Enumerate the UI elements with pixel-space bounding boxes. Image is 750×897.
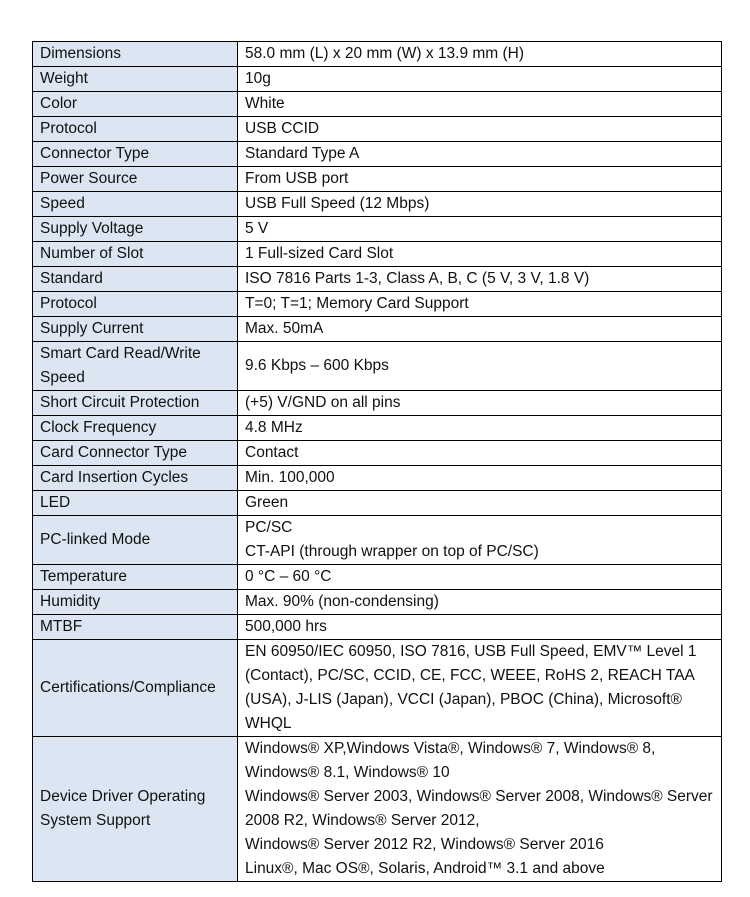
spec-value — [238, 391, 722, 416]
spec-row — [33, 565, 722, 590]
spec-value — [238, 317, 722, 342]
specifications-table-body — [33, 42, 722, 882]
spec-row — [33, 391, 722, 416]
spec-label: MTBF — [33, 615, 238, 640]
spec-label: Device Driver Operating System Support — [33, 737, 238, 882]
spec-value — [238, 67, 722, 92]
spec-value-line: Max. 50mA — [245, 320, 324, 337]
spec-value-line: 1 Full-sized Card Slot — [245, 245, 394, 262]
spec-label: Smart Card Read/Write Speed — [33, 342, 238, 391]
spec-row — [33, 342, 722, 391]
spec-row — [33, 167, 722, 192]
spec-value-line: 58.0 mm (L) x 20 mm (W) x 13.9 mm (H) — [245, 45, 525, 62]
spec-row — [33, 217, 722, 242]
spec-label: LED — [33, 491, 238, 516]
spec-value — [238, 217, 722, 242]
spec-value-line: Windows® XP,Windows Vista®, Windows® 7, Windows® 8, Windows® 8.1, Windows® 10 — [245, 740, 656, 781]
spec-row — [33, 640, 722, 737]
spec-label: Dimensions — [33, 42, 238, 67]
spec-label: Certifications/Compliance — [33, 640, 238, 737]
spec-row — [33, 615, 722, 640]
spec-value-line: 500,000 hrs — [245, 618, 327, 635]
spec-value — [238, 167, 722, 192]
spec-label: Color — [33, 92, 238, 117]
spec-value — [238, 640, 722, 737]
spec-value-line: CT-API (through wrapper on top of PC/SC) — [245, 543, 539, 560]
spec-row — [33, 192, 722, 217]
spec-value — [238, 737, 722, 882]
spec-value-line: Max. 90% (non-condensing) — [245, 593, 439, 610]
spec-value-line: Min. 100,000 — [245, 469, 335, 486]
spec-label: PC-linked Mode — [33, 516, 238, 565]
spec-row — [33, 292, 722, 317]
spec-value-line: PC/SC — [245, 519, 293, 536]
spec-label: Power Source — [33, 167, 238, 192]
spec-value-line: Linux®, Mac OS®, Solaris, Android™ 3.1 and above — [245, 860, 605, 877]
spec-label: Humidity — [33, 590, 238, 615]
spec-row — [33, 516, 722, 565]
spec-value-line: Standard Type A — [245, 145, 360, 162]
spec-value-line: USB Full Speed (12 Mbps) — [245, 195, 430, 212]
spec-row — [33, 491, 722, 516]
spec-row — [33, 466, 722, 491]
spec-value — [238, 242, 722, 267]
spec-label: Clock Frequency — [33, 416, 238, 441]
spec-value-line: ISO 7816 Parts 1-3, Class A, B, C (5 V, 3 V, 1.8 V) — [245, 270, 590, 287]
spec-value — [238, 267, 722, 292]
spec-value-line: From USB port — [245, 170, 349, 187]
spec-value — [238, 42, 722, 67]
spec-value — [238, 441, 722, 466]
spec-value-line: USB CCID — [245, 120, 320, 137]
spec-row — [33, 590, 722, 615]
spec-value — [238, 342, 722, 391]
spec-label: Supply Voltage — [33, 217, 238, 242]
spec-value — [238, 416, 722, 441]
spec-label: Supply Current — [33, 317, 238, 342]
spec-label: Number of Slot — [33, 242, 238, 267]
spec-value-line: Green — [245, 494, 289, 511]
spec-value — [238, 516, 722, 565]
spec-label: Protocol — [33, 117, 238, 142]
spec-value — [238, 590, 722, 615]
spec-row — [33, 142, 722, 167]
spec-label: Standard — [33, 267, 238, 292]
spec-row — [33, 92, 722, 117]
spec-label: Protocol — [33, 292, 238, 317]
spec-label: Temperature — [33, 565, 238, 590]
specifications-table — [32, 41, 722, 882]
spec-value — [238, 292, 722, 317]
spec-label: Connector Type — [33, 142, 238, 167]
spec-row — [33, 416, 722, 441]
spec-row — [33, 242, 722, 267]
spec-value-line: Windows® Server 2012 R2, Windows® Server 2016 — [245, 836, 604, 853]
spec-label: Speed — [33, 192, 238, 217]
spec-value-line: Windows® Server 2003, Windows® Server 2008, Windows® Server 2008 R2, Windows® Server 2012, — [245, 788, 713, 829]
spec-label: Card Insertion Cycles — [33, 466, 238, 491]
spec-label: Weight — [33, 67, 238, 92]
spec-value — [238, 466, 722, 491]
spec-value-line: 5 V — [245, 220, 269, 237]
spec-value — [238, 565, 722, 590]
spec-row — [33, 441, 722, 466]
spec-row — [33, 267, 722, 292]
spec-label: Card Connector Type — [33, 441, 238, 466]
spec-row — [33, 67, 722, 92]
spec-value — [238, 92, 722, 117]
spec-label: Short Circuit Protection — [33, 391, 238, 416]
spec-value-line: 10g — [245, 70, 271, 87]
spec-value-line: EN 60950/IEC 60950, ISO 7816, USB Full Speed, EMV™ Level 1 (Contact), PC/SC, CCID, CE, FCC, WEEE, RoHS 2, REACH TAA (USA), J-LIS (Japan), VCCI (Japan), PBOC (China), Microsoft® WHQL — [245, 643, 697, 732]
spec-value — [238, 192, 722, 217]
spec-value-line: 4.8 MHz — [245, 419, 303, 436]
spec-row — [33, 317, 722, 342]
spec-value-line: White — [245, 95, 285, 112]
spec-row — [33, 737, 722, 882]
spec-value-line: 9.6 Kbps – 600 Kbps — [245, 357, 389, 374]
spec-value-line: Contact — [245, 444, 299, 461]
spec-value — [238, 117, 722, 142]
spec-value — [238, 142, 722, 167]
spec-value — [238, 615, 722, 640]
spec-value-line: (+5) V/GND on all pins — [245, 394, 401, 411]
spec-row — [33, 117, 722, 142]
spec-value — [238, 491, 722, 516]
spec-value-line: 0 °C – 60 °C — [245, 568, 332, 585]
spec-row — [33, 42, 722, 67]
spec-value-line: T=0; T=1; Memory Card Support — [245, 295, 469, 312]
